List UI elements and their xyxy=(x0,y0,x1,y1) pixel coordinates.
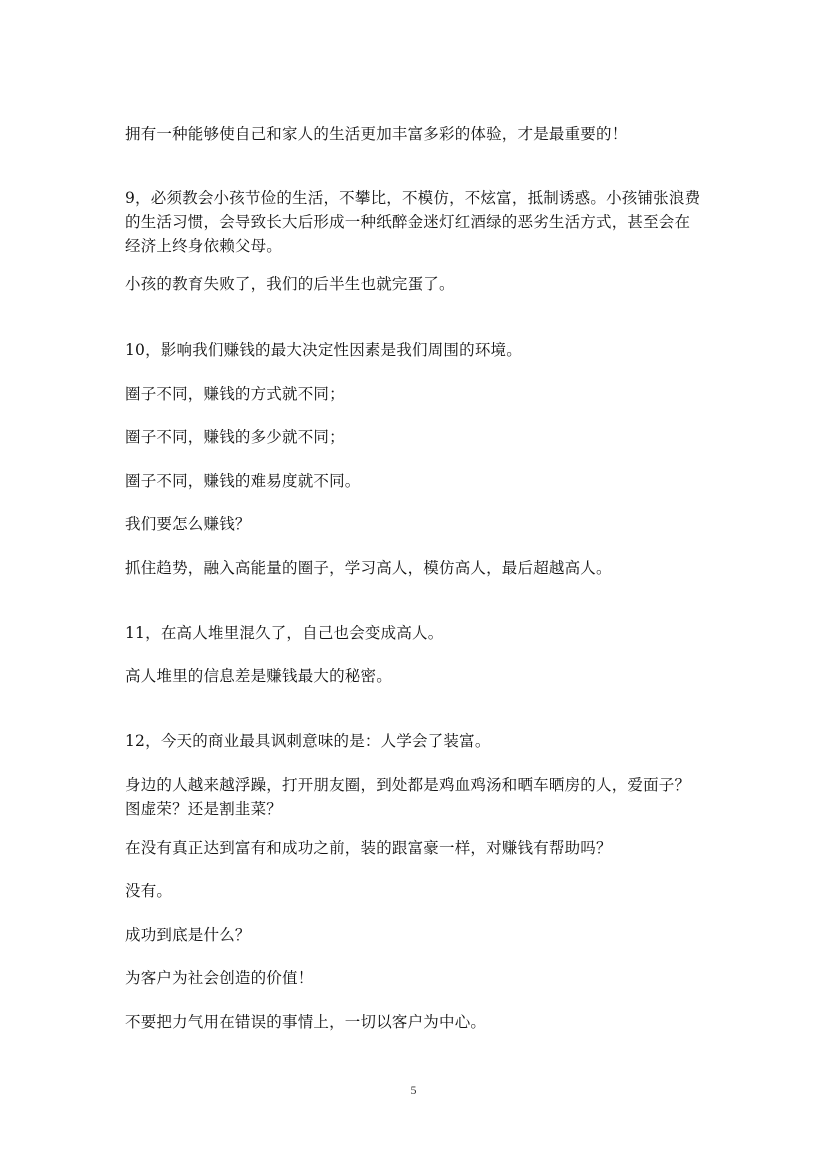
paragraph: 11，在高人堆里混久了，自己也会变成高人。 xyxy=(125,624,444,642)
paragraph: 9，必须教会小孩节俭的生活，不攀比，不模仿，不炫富，抵制诱惑。小孩铺张浪费的生活习惯，会导致长大后形成一种纸醉金迷灯红酒绿的恶劣生活方式，甚至会在经济上终身依赖父母。 xyxy=(125,189,701,255)
paragraph: 高人堆里的信息差是赚钱最大的秘密。 xyxy=(125,667,392,685)
paragraph: 12，今天的商业最具讽刺意味的是：人学会了装富。 xyxy=(125,732,491,750)
page-number: 5 xyxy=(410,1083,417,1097)
paragraph: 不要把力气用在错误的事情上，一切以客户为中心。 xyxy=(125,1013,487,1031)
paragraph: 我们要怎么赚钱？ xyxy=(125,515,251,533)
paragraph: 成功到底是什么？ xyxy=(125,926,251,944)
paragraph: 没有。 xyxy=(125,882,173,900)
paragraph: 10，影响我们赚钱的最大决定性因素是我们周围的环境。 xyxy=(125,341,522,359)
paragraph: 圈子不同，赚钱的难易度就不同。 xyxy=(125,472,361,490)
paragraph: 为客户为社会创造的价值！ xyxy=(125,969,314,987)
paragraph: 小孩的教育失败了，我们的后半生也就完蛋了。 xyxy=(125,275,455,293)
paragraph: 抓住趋势，融入高能量的圈子，学习高人，模仿高人，最后超越高人。 xyxy=(125,559,612,577)
paragraph: 圈子不同，赚钱的多少就不同； xyxy=(125,428,345,446)
paragraph: 拥有一种能够使自己和家人的生活更加丰富多彩的体验，才是最重要的！ xyxy=(125,125,628,143)
paragraph: 在没有真正达到富有和成功之前，装的跟富豪一样，对赚钱有帮助吗？ xyxy=(125,839,612,857)
paragraph: 圈子不同，赚钱的方式就不同； xyxy=(125,385,345,403)
paragraph: 身边的人越来越浮躁，打开朋友圈，到处都是鸡血鸡汤和晒车晒房的人，爱面子？图虚荣？还是割韭菜？ xyxy=(125,776,691,818)
